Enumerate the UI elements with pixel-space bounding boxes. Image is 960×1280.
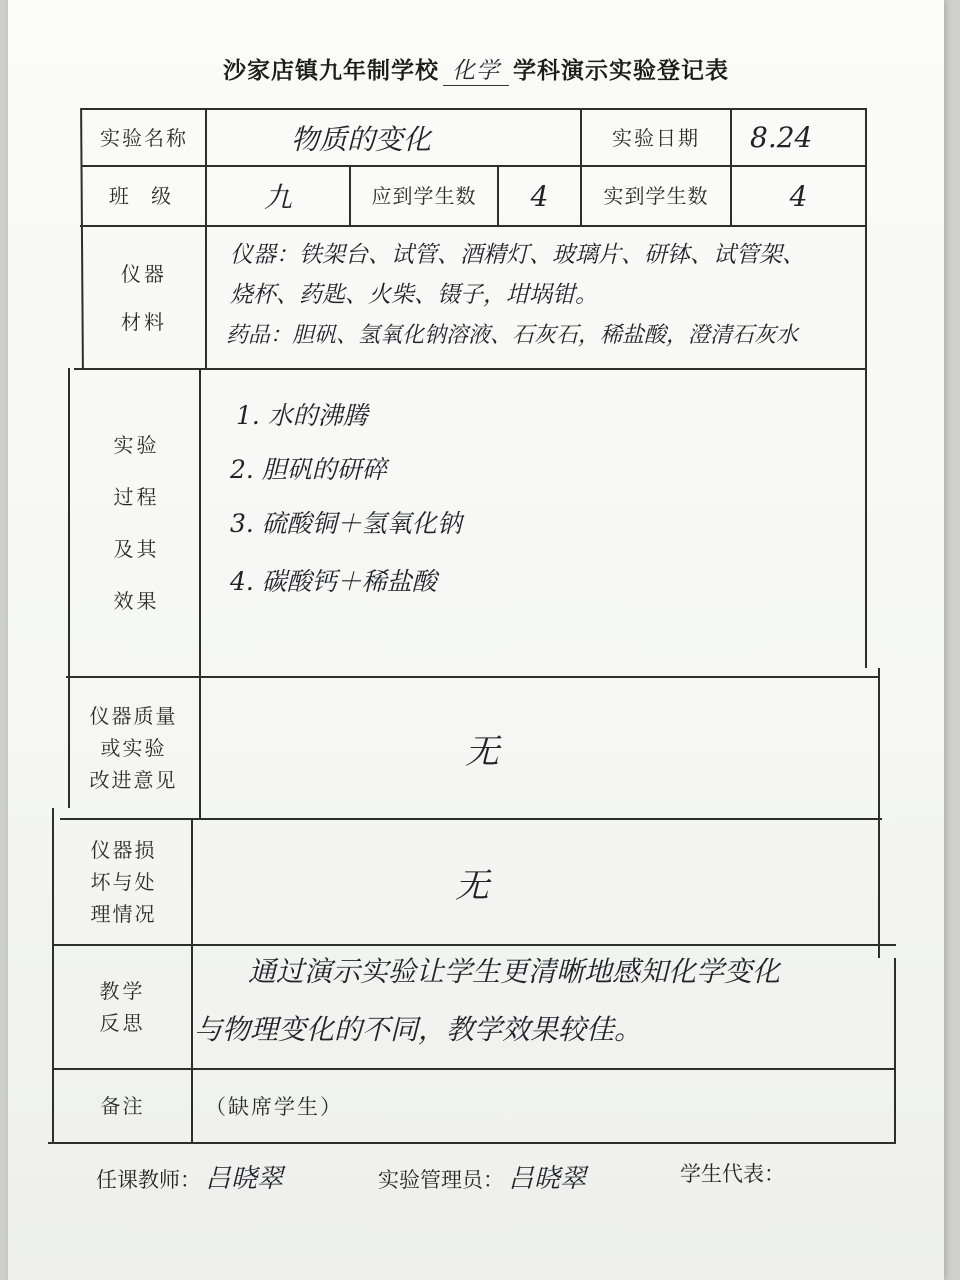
expected-students-value: 4 bbox=[530, 179, 549, 213]
title-prefix: 沙家店镇九年制学校 bbox=[223, 58, 439, 84]
admin-signature: 吕晓翠 bbox=[508, 1164, 587, 1194]
process-step-4: 4. 碳酸钙＋稀盐酸 bbox=[230, 567, 437, 596]
admin-label: 实验管理员： bbox=[378, 1168, 504, 1192]
process-step-2: 2. 胆矾的研碎 bbox=[230, 455, 387, 484]
title-suffix: 学科演示实验登记表 bbox=[513, 58, 729, 84]
table-border-bottom bbox=[48, 1142, 896, 1144]
registration-form-page bbox=[8, 0, 944, 1280]
process-step-3: 3. 硫酸铜＋氢氧化钠 bbox=[230, 509, 462, 538]
date-value: 8.24 bbox=[750, 121, 813, 154]
process-step-1: 1. 水的沸腾 bbox=[236, 401, 368, 430]
class-label: 班 级 bbox=[108, 184, 180, 208]
damage-label: 仪器损 坏与处 理情况 bbox=[90, 838, 157, 926]
experiment-name-label: 实验名称 bbox=[100, 125, 188, 150]
expected-students-label: 应到学生数 bbox=[371, 184, 477, 208]
table-border-right-bottom bbox=[894, 958, 896, 1144]
student-rep-row bbox=[680, 1158, 785, 1188]
reflection-line-1: 通过演示实验让学生更清晰地感知化学变化 bbox=[248, 955, 781, 988]
materials-chemicals: 药品：胆矾、氢氧化钠溶液、石灰石，稀盐酸，澄清石灰水 bbox=[226, 323, 799, 348]
table-border-right bbox=[865, 108, 867, 668]
remarks-label: 备注 bbox=[100, 1094, 145, 1118]
page-title bbox=[8, 52, 944, 86]
reflection-label: 教学 反思 bbox=[99, 979, 146, 1035]
reflection-line-2: 与物理变化的不同，教学效果较佳。 bbox=[194, 1013, 643, 1046]
actual-students-value: 4 bbox=[789, 179, 808, 213]
experiment-name-value: 物质的变化 bbox=[291, 122, 432, 156]
teacher-signature: 吕晓翠 bbox=[205, 1164, 284, 1194]
quality-value: 无 bbox=[465, 731, 499, 772]
remarks-value: （缺席学生） bbox=[205, 1095, 343, 1119]
materials-instruments-line-2: 烧杯、药匙、火柴、镊子，坩埚钳。 bbox=[230, 282, 598, 308]
date-label: 实验日期 bbox=[612, 125, 700, 150]
damage-value: 无 bbox=[455, 865, 489, 906]
student-rep-label: 学生代表： bbox=[680, 1162, 785, 1186]
teacher-signature-row bbox=[96, 1158, 283, 1195]
class-value: 九 bbox=[263, 181, 292, 214]
actual-students-label: 实到学生数 bbox=[603, 184, 709, 208]
process-label: 实验 过程 及其 效果 bbox=[113, 433, 160, 613]
row-divider-2 bbox=[80, 225, 867, 227]
admin-signature-row bbox=[378, 1158, 586, 1195]
quality-label: 仪器质量 或实验 改进意见 bbox=[89, 704, 178, 792]
title-subject-handwritten: 化学 bbox=[443, 52, 509, 86]
materials-instruments-line-1: 仪器：铁架台、试管、酒精灯、玻璃片、研钵、试管架、 bbox=[230, 242, 805, 268]
materials-label: 仪器 材料 bbox=[121, 262, 167, 334]
teacher-label: 任课教师： bbox=[96, 1168, 201, 1192]
